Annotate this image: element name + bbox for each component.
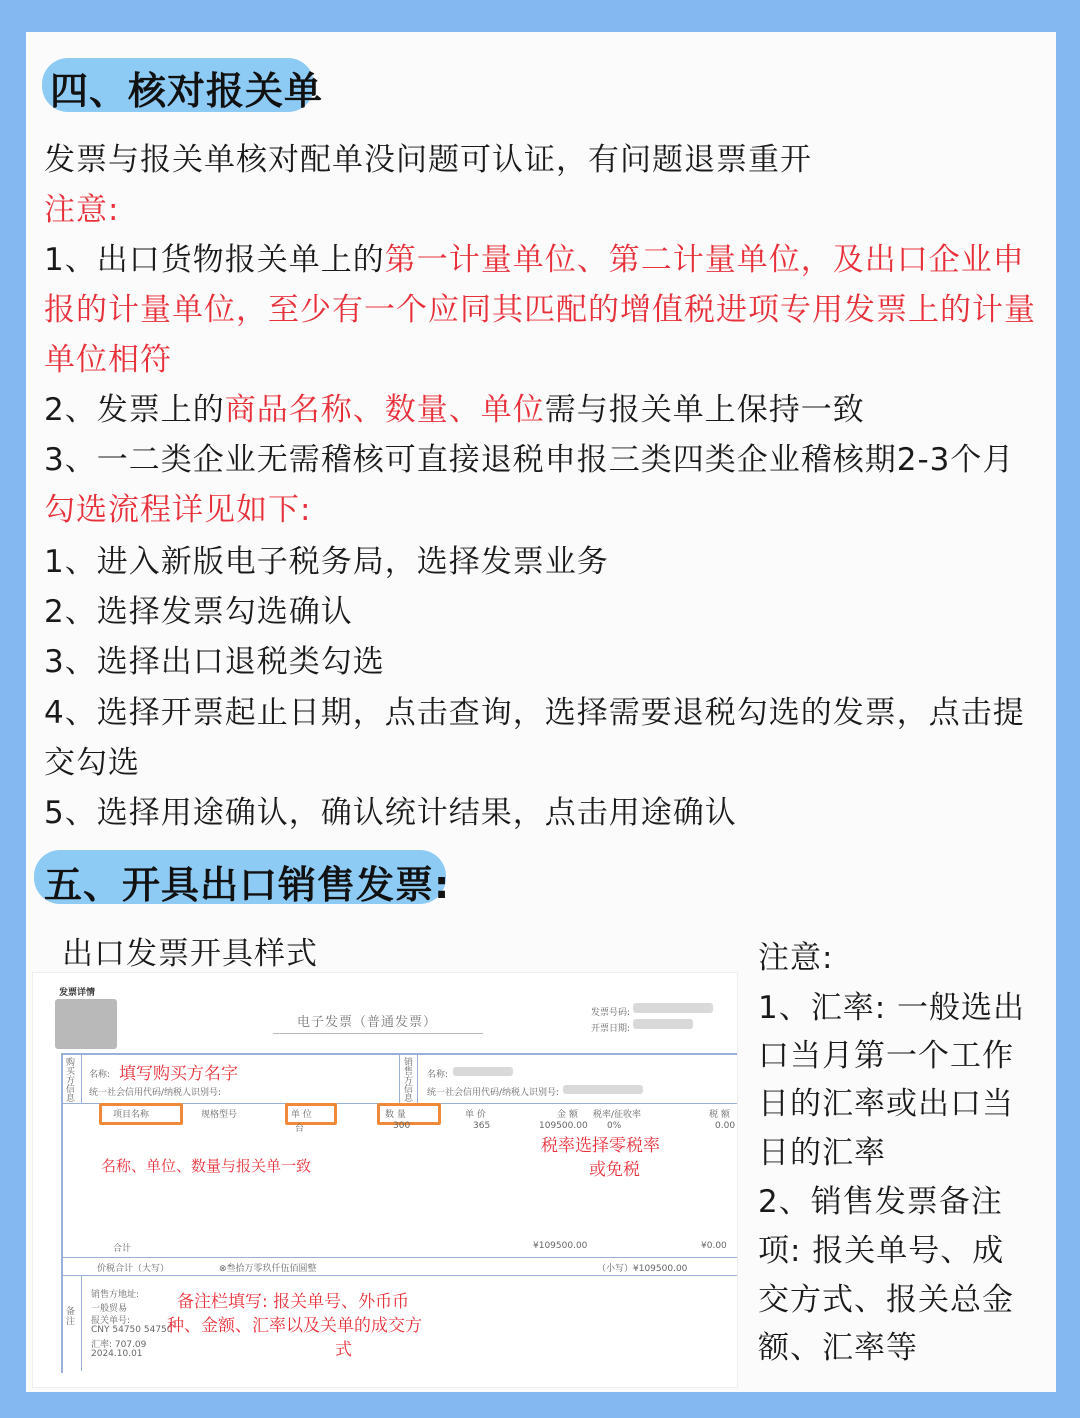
seller-col-line	[417, 1053, 418, 1103]
invoice-title: 电子发票（普通发票）	[297, 1015, 438, 1030]
flow-label: 勾选流程详见如下:	[44, 492, 312, 528]
remark-line-5: 汇率: 707.09	[91, 1340, 147, 1350]
highlight-item-name	[99, 1103, 183, 1125]
section4-title: 四、核对报关单	[50, 69, 324, 113]
col-qty: 数 量	[385, 1110, 406, 1120]
buyer-name-annotation: 填写购买方名字	[119, 1064, 238, 1084]
side-note-line-1: 1、汇率: 一般选出	[758, 990, 1026, 1026]
note-1-line-1	[44, 234, 1025, 279]
buyer-col-line	[81, 1053, 82, 1103]
total-chinese: ⊗叁拾万零玖仟伍佰圆整	[219, 1264, 317, 1274]
sample-label: 出口发票开具样式	[62, 936, 318, 972]
invoice-date-label: 开票日期:	[591, 1024, 631, 1034]
total-label: 价税合计（大写）	[97, 1264, 170, 1274]
note-3: 3、一二类企业无需稽核可直接退税申报三类四类企业稽核期2-3个月	[44, 442, 1015, 478]
row-price: 365	[473, 1121, 491, 1131]
side-note-line-5: 2、销售发票备注	[758, 1184, 1003, 1220]
side-note-line-7: 交方式、报关总金	[758, 1282, 1014, 1318]
side-note-line-4: 日的汇率	[758, 1135, 886, 1171]
side-note-line-8: 额、汇率等	[758, 1330, 918, 1366]
remark-line-1: 销售方地址:	[91, 1290, 140, 1300]
step-4: 4、选择开票起止日期，点击查询，选择需要退税勾选的发票，点击提	[44, 695, 1025, 731]
table-divider-total	[61, 1257, 737, 1258]
row-unit: 台	[295, 1124, 305, 1134]
total-small: （小写）¥109500.00	[597, 1264, 688, 1274]
remark-line-2: 一般贸易	[91, 1304, 128, 1314]
title-underline	[273, 1033, 483, 1034]
side-note-line-6: 项: 报关单号、成	[758, 1233, 1005, 1269]
highlight-unit	[285, 1103, 337, 1125]
remark-side-label: 备注	[66, 1307, 76, 1327]
seller-side-label: 销售方信息	[404, 1058, 414, 1104]
remark-col-line	[81, 1275, 82, 1371]
seller-name-label: 名称:	[427, 1070, 449, 1080]
sum-label: 合计	[113, 1244, 132, 1254]
col-tax: 税 额	[709, 1110, 730, 1120]
sum-amount: ¥109500.00	[533, 1241, 588, 1251]
note-2-prefix: 2、发票上的	[44, 392, 225, 428]
remark-annotation-1: 备注栏填写: 报关单号、外币币	[177, 1292, 410, 1312]
seller-name-blurred	[453, 1067, 513, 1076]
note-2-highlight: 商品名称、数量、单位	[224, 392, 545, 428]
row-amount: 109500.00	[539, 1121, 588, 1131]
remark-line-4: CNY 54750 54750	[91, 1325, 173, 1335]
remark-annotation-3: 式	[335, 1340, 352, 1360]
step-4-cont: 交勾选	[44, 745, 140, 781]
invoice-details-label: 发票详情	[59, 988, 96, 998]
note-1-line-3: 单位相符	[44, 342, 172, 378]
col-unit: 单 位	[291, 1110, 312, 1120]
middle-col-line	[399, 1053, 400, 1103]
col-amount: 金 额	[557, 1110, 578, 1120]
buyer-tax-label: 统一社会信用代码/纳税人识别号:	[89, 1088, 222, 1098]
remark-line-3: 报关单号:	[91, 1316, 131, 1326]
step-1: 1、进入新版电子税务局，选择发票业务	[44, 544, 609, 580]
invoice-date-blurred	[633, 1019, 693, 1029]
row-tax: 0.00	[715, 1121, 736, 1131]
note-2	[44, 384, 865, 429]
seller-tax-blurred	[563, 1085, 643, 1094]
table-divider-remark	[61, 1275, 737, 1276]
col-tax-rate: 税率/征收率	[593, 1110, 642, 1120]
note-label: 注意:	[44, 192, 120, 228]
note-1-highlight: 第一计量单位、第二计量单位，及出口企业申	[384, 242, 1025, 278]
side-note-label: 注意:	[758, 940, 834, 976]
note-2-suffix: 需与报关单上保持一致	[544, 392, 865, 428]
section4-intro: 发票与报关单核对配单没问题可认证，有问题退票重开	[44, 142, 812, 178]
row-qty: 300	[393, 1121, 411, 1131]
invoice-sample-image	[32, 972, 738, 1388]
col-spec: 规格型号	[201, 1110, 238, 1120]
remark-line-6: 2024.10.01	[91, 1349, 143, 1359]
buyer-name-label: 名称:	[89, 1070, 111, 1080]
step-5: 5、选择用途确认，确认统计结果，点击用途确认	[44, 795, 737, 831]
sum-tax: ¥0.00	[701, 1241, 727, 1251]
side-note-line-3: 日的汇率或出口当	[758, 1086, 1014, 1122]
step-3: 3、选择出口退税类勾选	[44, 644, 385, 680]
tax-rate-annotation-2: 或免税	[589, 1160, 640, 1180]
row-tax-rate: 0%	[607, 1121, 622, 1131]
invoice-no-blurred	[633, 1003, 713, 1013]
match-annotation: 名称、单位、数量与报关单一致	[101, 1157, 312, 1175]
qr-code-blurred	[55, 999, 117, 1049]
remark-annotation-2: 种、金额、汇率以及关单的成交方	[167, 1316, 422, 1336]
buyer-side-label: 购买方信息	[66, 1058, 76, 1104]
tax-rate-annotation-1: 税率选择零税率	[541, 1136, 660, 1156]
col-item-name: 项目名称	[113, 1110, 150, 1120]
section5-title: 五、开具出口销售发票:	[44, 863, 451, 907]
side-note-line-2: 口当月第一个工作	[758, 1038, 1014, 1074]
col-price: 单 价	[465, 1110, 486, 1120]
note-1-prefix: 1、出口货物报关单上的	[44, 242, 385, 278]
seller-tax-label: 统一社会信用代码/纳税人识别号:	[427, 1088, 560, 1098]
note-1-line-2: 报的计量单位，至少有一个应同其匹配的增值税进项专用发票上的计量	[44, 292, 1036, 328]
step-2: 2、选择发票勾选确认	[44, 594, 353, 630]
invoice-no-label: 发票号码:	[591, 1008, 631, 1018]
table-border-left	[61, 1053, 63, 1373]
